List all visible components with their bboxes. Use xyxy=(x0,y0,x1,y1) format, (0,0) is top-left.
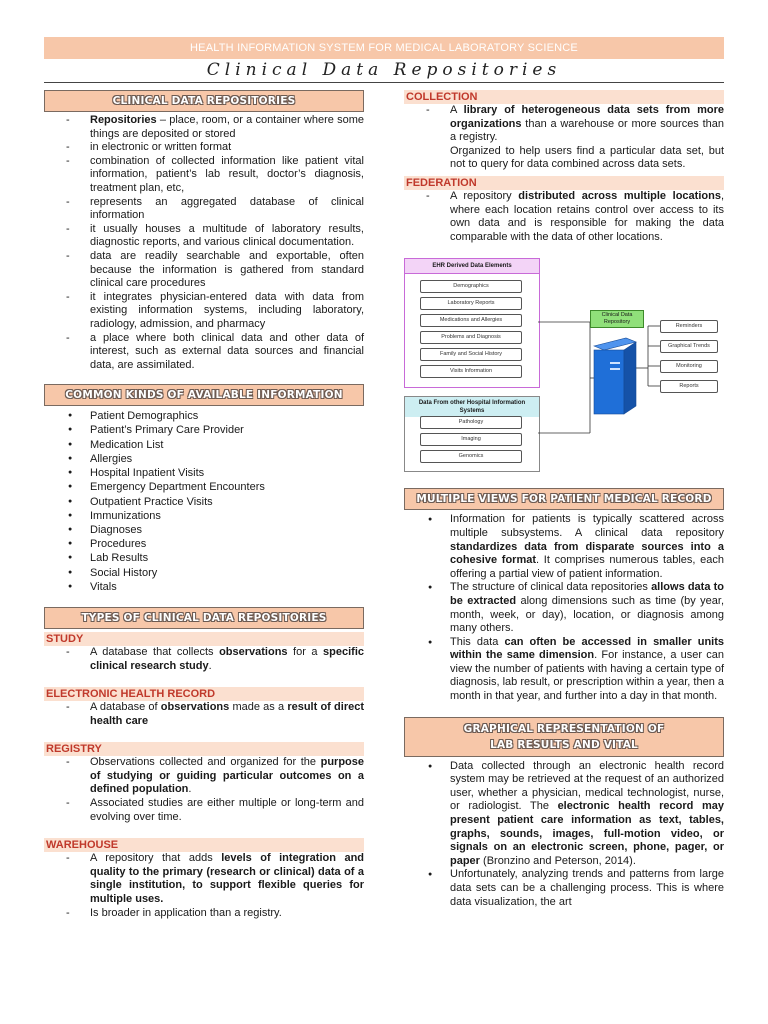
server-icon xyxy=(594,338,636,414)
diagram-ehr-item: Visits Information xyxy=(420,365,522,378)
section-heading-multiple-views: MULTIPLE VIEWS FOR PATIENT MEDICAL RECORD xyxy=(404,488,724,510)
common-info-list xyxy=(44,409,364,594)
subheading-registry: REGISTRY xyxy=(44,742,364,756)
list-item: - Observations collected and organized for the purpose of studying or guiding particular outcomes on a defined population. xyxy=(44,756,364,797)
diagram-ehr-item: Family and Social History xyxy=(420,348,522,361)
list-item: - in electronic or written format xyxy=(44,141,364,155)
graphical-title-line1: GRAPHICAL REPRESENTATION OF xyxy=(463,722,665,735)
list-item: - Associated studies are either multiple or long-term and evolving over time. xyxy=(44,797,364,824)
list-item: ● This data can often be accessed in smaller units within the same dimension. For instance, a user can view the number of patients with having a certain type of diagnosis, lab result, or prescription within a year, then a month in that year, and further into a day in that month. xyxy=(404,636,724,704)
list-item: ● Allergies xyxy=(44,452,364,466)
section-heading-types: TYPES OF CLINICAL DATA REPOSITORIES xyxy=(44,607,364,629)
list-item: - A repository distributed across multiple locations, where each location retains control over access to its own data and is responsible for making the data comparable with the data of other locations. xyxy=(404,190,724,244)
diagram-output-item: Reports xyxy=(660,380,718,393)
federation-list xyxy=(404,190,724,244)
diagram-ehr-item: Demographics xyxy=(420,280,522,293)
list-item: - A library of heterogeneous data sets from more organizations than a warehouse or more sources than a registry. xyxy=(404,104,724,145)
page-title: Clinical Data Repositories xyxy=(44,60,724,83)
list-item: ● The structure of clinical data repositories allows data to be extracted along dimensions such as time (by year, month, week, or day), location, or diagnosis among many others. xyxy=(404,581,724,635)
subheading-collection: COLLECTION xyxy=(404,90,724,104)
graphical-title-line2: LAB RESULTS AND VITAL xyxy=(490,738,638,751)
ehr-list xyxy=(44,701,364,728)
diagram-other-item: Imaging xyxy=(420,433,522,446)
list-item: - a place where both clinical data and other data of interest, such as external data sources and financial data, are assimilated. xyxy=(44,332,364,373)
diagram-output-item: Monitoring xyxy=(660,360,718,373)
list-item: - it usually houses a multitude of laboratory results, diagnostic reports, and various clinical documentation. xyxy=(44,223,364,250)
list-item: - A repository that adds levels of integration and quality to the primary (research or clinical) data of a single institution, to support flexible queries for multiple uses. xyxy=(44,852,364,906)
cdr-label: Clinical Data Repository xyxy=(590,310,644,328)
multiple-views-list xyxy=(404,513,724,703)
diagram-other-item: Genomics xyxy=(420,450,522,463)
list-item: ● Unfortunately, analyzing trends and patterns from large data sets can be a challenging process. This is where data visualization, the art xyxy=(404,868,724,909)
section-heading-cdr: CLINICAL DATA REPOSITORIES xyxy=(44,90,364,112)
list-item: ● Lab Results xyxy=(44,551,364,565)
list-item: - represents an aggregated database of clinical information xyxy=(44,196,364,223)
list-item: - Repositories – place, room, or a container where some things are deposited or stored xyxy=(44,114,364,141)
collection-paragraph: Organized to help users find a particular data set, but not to query for data combined across data sets. xyxy=(450,144,724,171)
list-item: ● Patient’s Primary Care Provider xyxy=(44,423,364,437)
list-item: ● Diagnoses xyxy=(44,523,364,537)
list-item: ● Social History xyxy=(44,566,364,580)
subheading-ehr: ELECTRONIC HEALTH RECORD xyxy=(44,687,364,701)
list-item: - Is broader in application than a registry. xyxy=(44,907,364,921)
ehr-group-header: EHR Derived Data Elements xyxy=(405,259,539,274)
cdr-diagram xyxy=(404,258,722,478)
list-item: - combination of collected information like patient vital information, patient’s lab result, doctor’s diagnosis, treatment plan, etc, xyxy=(44,155,364,196)
list-item: ● Procedures xyxy=(44,537,364,551)
list-item: - it integrates physician-entered data with data from existing information systems, including laboratory, radiology, admission, and pharmacy xyxy=(44,291,364,332)
warehouse-list xyxy=(44,852,364,920)
section-heading-common: COMMON KINDS OF AVAILABLE INFORMATION xyxy=(44,384,364,406)
collection-list xyxy=(404,104,724,145)
cdr-list xyxy=(44,114,364,372)
list-item: ● Medication List xyxy=(44,438,364,452)
diagram-ehr-item: Problems and Diagnosis xyxy=(420,331,522,344)
study-list xyxy=(44,646,364,673)
list-item: - A database of observations made as a result of direct health care xyxy=(44,701,364,728)
diagram-output-item: Reminders xyxy=(660,320,718,333)
right-column xyxy=(404,90,724,909)
list-item: ● Emergency Department Encounters xyxy=(44,480,364,494)
subheading-warehouse: WAREHOUSE xyxy=(44,838,364,852)
diagram-other-item: Pathology xyxy=(420,416,522,429)
list-item: ● Outpatient Practice Visits xyxy=(44,495,364,509)
graphical-list xyxy=(404,760,724,910)
document-banner: HEALTH INFORMATION SYSTEM FOR MEDICAL LABORATORY SCIENCE xyxy=(44,37,724,59)
diagram-output-item: Graphical Trends xyxy=(660,340,718,353)
diagram-ehr-item: Laboratory Reports xyxy=(420,297,522,310)
list-item: ● Vitals xyxy=(44,580,364,594)
other-group-header: Data From other Hospital Information Systems xyxy=(405,397,539,417)
list-item: ● Information for patients is typically scattered across multiple subsystems. A clinical data repository standardizes data from disparate sources into a cohesive format. It comprises numerous tables, each offering a partial view of patient information. xyxy=(404,513,724,581)
list-item: - data are readily searchable and exportable, often because the information is gathered from standard clinical care procedures xyxy=(44,250,364,291)
left-column xyxy=(44,90,364,920)
subheading-study: STUDY xyxy=(44,632,364,646)
list-item: ● Data collected through an electronic health record system may be retrieved at the request of an authorized user, whether a physician, medical technologist, nurse, or radiologist. The electronic health record may present patient care information as text, tables, graphs, sounds, images, full-motion video, or signals on an electronic screen, phone, pager, or paper (Bronzino and Peterson, 2014). xyxy=(404,760,724,869)
subheading-federation: FEDERATION xyxy=(404,176,724,190)
list-item: ● Hospital Inpatient Visits xyxy=(44,466,364,480)
diagram-ehr-item: Medications and Allergies xyxy=(420,314,522,327)
list-item: ● Patient Demographics xyxy=(44,409,364,423)
list-item: - A database that collects observations for a specific clinical research study. xyxy=(44,646,364,673)
list-item: ● Immunizations xyxy=(44,509,364,523)
section-heading-graphical xyxy=(404,717,724,757)
registry-list xyxy=(44,756,364,824)
